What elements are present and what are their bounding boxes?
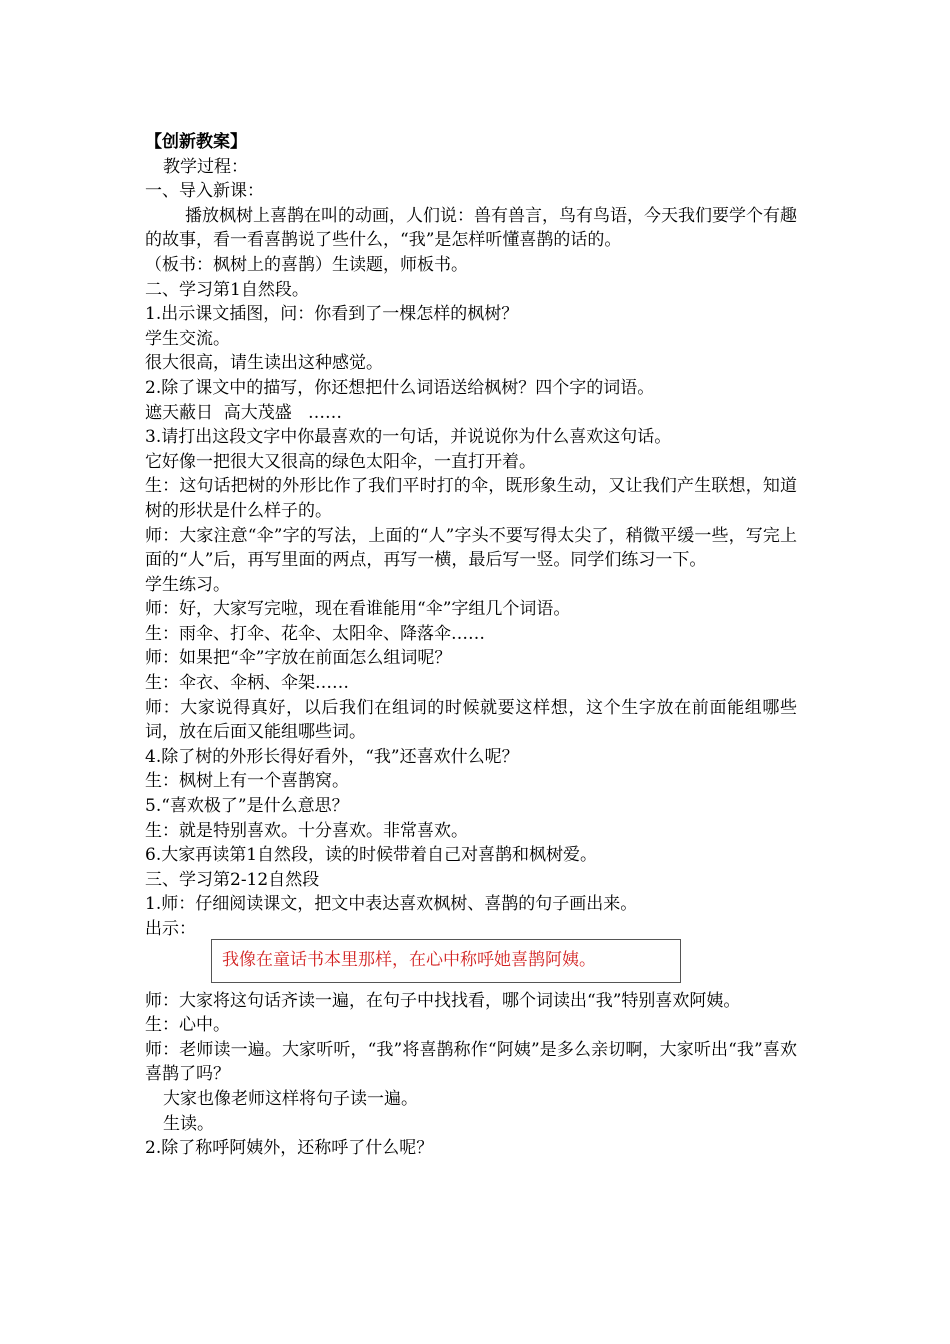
answer-3b: 生：这句话把树的外形比作了我们平时打的伞，既形象生动，又让我们产生联想，知道树的形状是什么样子的。 [145,476,797,521]
task-2: 2.除了称呼阿姨外，还称呼了什么呢？ [145,1138,434,1159]
teacher-line-2: 师：老师读一遍。大家听听，“我”将喜鹊称作“阿姨”是多么亲切啊，大家听出“我”喜欢喜鹊了吗？ [145,1039,797,1085]
answer-1: 学生交流。 [145,328,230,349]
question-1: 1.出示课文插图，问：你看到了一棵怎样的枫树？ [145,304,519,325]
question-4: 4.除了树的外形长得好看外，“我”还喜欢什么呢？ [145,746,519,767]
student-reads: 生读。 [163,1113,214,1134]
doc-title: 【创新教案】 [145,132,247,152]
section-heading-1: 一、导入新课： [145,181,264,202]
question-5: 5.“喜欢极了”是什么意思？ [145,796,349,817]
question-2: 2.除了课文中的描写，你还想把什么词语送给枫树？四个字的词语。 [145,377,655,398]
section-heading-3: 三、学习第2-12自然段 [145,869,320,890]
intro-paragraph [145,204,797,253]
answer-3g: 师：如果把“伞”字放在前面怎么组词呢？ [145,648,452,669]
quote-text: 我像在童话书本里那样，在心中称呼她喜鹊阿姨。 [222,950,596,971]
student-line-1: 生：心中。 [145,1015,230,1036]
answer-1b: 很大很高，请生读出这种感觉。 [145,353,383,374]
lesson-plan-page [145,130,797,1161]
answer-5: 生：就是特别喜欢。十分喜欢。非常喜欢。 [145,820,468,841]
answer-2: 遮天蔽日 高大茂盛 …… [145,402,343,423]
intro-paragraph-text: 播放枫树上喜鹊在叫的动画，人们说：兽有兽言，鸟有鸟语，今天我们要学个有趣的故事，看一看喜鹊说了些什么，“我”是怎样听懂喜鹊的话的。 [145,205,797,251]
instruction-line: 大家也像老师这样将句子读一遍。 [163,1088,418,1109]
question-3: 3.请打出这段文字中你最喜欢的一句话，并说说你为什么喜欢这句话。 [145,427,672,448]
answer-3: 它好像一把很大又很高的绿色太阳伞，一直打开着。 [145,451,536,472]
question-6: 6.大家再读第1自然段，读的时候带着自己对喜鹊和枫树爱。 [145,845,598,866]
answer-3d: 学生练习。 [145,574,230,595]
task-1: 1.师：仔细阅读课文，把文中表达喜欢枫树、喜鹊的句子画出来。 [145,894,638,915]
answer-3f: 生：雨伞、打伞、花伞、太阳伞、降落伞…… [145,623,485,644]
section-heading-2: 二、学习第1自然段。 [145,279,309,300]
answer-3i: 师：大家说得真好，以后我们在组词的时候就要这样想，这个生字放在前面能组哪些词，放在后面又能组哪些词。 [145,697,797,743]
teaching-process-label: 教学过程： [163,156,248,177]
answer-3h: 生：伞衣、伞柄、伞架…… [145,673,349,694]
quote-box [211,939,681,983]
answer-4: 生：枫树上有一个喜鹊窝。 [145,771,349,792]
blackboard-note: （板书：枫树上的喜鹊）生读题，师板书。 [145,254,468,275]
answer-3c: 师：大家注意“伞”字的写法，上面的“人”字头不要写得太尖了，稍微平缓一些，写完上面的“人”后，再写里面的两点，再写一横，最后写一竖。同学们练习一下。 [145,525,797,571]
answer-3e: 师：好，大家写完啦，现在看谁能用“伞”字组几个词语。 [145,599,571,620]
teacher-line-1: 师：大家将这句话齐读一遍，在句子中找找看，哪个词读出“我”特别喜欢阿姨。 [145,990,741,1011]
task-1-show-label: 出示： [145,919,196,939]
